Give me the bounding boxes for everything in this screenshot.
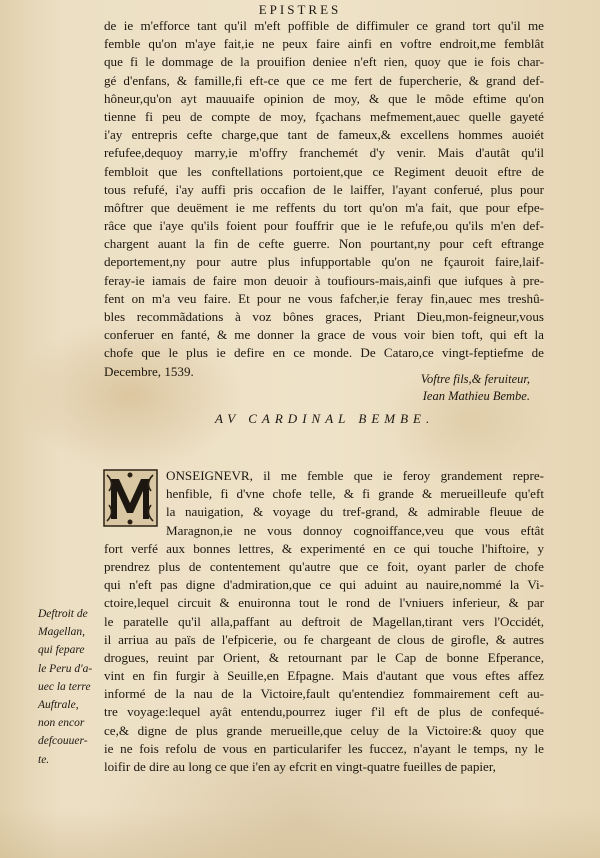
text-line: il arriua au païs de l'efpicerie, ou fe chargeant de clous de girofle, & autres	[104, 631, 544, 647]
text-line: conferuer en fanté, & me donner la grace de vous voir bien toft, qui eft la	[104, 327, 544, 343]
text-line: gé d'enfans, & famille,fi eft-ce que ce me fert de fupercherie, & grand def-	[104, 72, 544, 88]
text-line: qui n'eft pas digne d'admiration,que ce qui aduint au nauire,nommé la Vi-	[104, 577, 544, 593]
text-line: drogues, reuint par Orient, & retournant par le Cap de bonne Efperance,	[104, 649, 544, 665]
text-line: i'ay entrepris cefte charge,que tant de fameux,& excellens hommes auoiét	[104, 127, 544, 143]
page-shadow	[0, 808, 600, 858]
text-line: femble qu'on m'aye fait,ie ne peux faire ainfi en voftre endroit,me femblât	[104, 36, 544, 52]
margin-note-line: defcouuer-	[38, 735, 88, 748]
text-line: hôneur,qu'on ayt mauuaife opinion de moy, & que le môde eftime qu'on	[104, 90, 544, 106]
text-line: fent on m'a veu faire. Et pour ne vous fafcher,ie feray fin,auec mes treshû-	[104, 290, 544, 306]
margin-note-line: qui fepare	[38, 644, 85, 657]
text-line: râce que i'aye qu'ils foient pour fouffrir que ie le refufe,ou qu'ils m'en def-	[104, 218, 544, 234]
text-line: ctoire,lequel circuit & enuironna tout le rond de l'vniuers inferieur, & par	[104, 595, 544, 611]
margin-note-line: Magellan,	[38, 626, 85, 639]
letter-paragraph	[104, 467, 544, 776]
top-paragraph	[104, 17, 544, 381]
text-line: fembloit que les conftellations portoient,que ce Regiment deuoit eftre de	[104, 163, 544, 179]
text-line: de ie m'efforce tant qu'il m'eft poffible de diffimuler ce grand tort qu'il me	[104, 18, 544, 33]
text-line: henfible, fi d'vne chofe telle, & fi grande & merueilleufe qu'eft	[166, 486, 544, 502]
text-line: le paratelle qu'il alla,paffant au deftroit de Magellan,tirant vers l'Occidét,	[104, 613, 544, 629]
text-line: ce,& digne de plus grande merueille,que celuy de la Victoire:& quoy que	[104, 722, 544, 738]
margin-note-line: uec la terre	[38, 680, 91, 693]
text-line: môftrer que deuëment ie me reffents du tort qu'on m'a fait, que pour efpe-	[104, 199, 544, 215]
margin-note-line: Deftroit de	[38, 608, 88, 620]
text-line: refufee,dequoy marry,ie m'offry franchemét d'y venir. Mais d'autât qu'il	[104, 145, 544, 161]
text-line: la nauigation, & voyage du tref-grand, & admirable fleuue de	[166, 504, 544, 520]
margin-note-line: non encor	[38, 717, 85, 730]
text-line: feray-ie iamais de faire mon deuoir à toufiours-mais,ainfi que iufques à pre-	[104, 272, 544, 288]
margin-note-line: Auftrale,	[38, 698, 79, 711]
text-line: vint en fin furgir à Seuille,en Efpagne. Mais d'autant que vous eftes affez	[104, 668, 544, 684]
text-line: ie ne fois refolu de vous en particularifer les fuccez, n'ayant le temps, ny le	[104, 740, 544, 756]
text-line: que fi le dommage de la prouifion deniee n'eft rien, quoy que ie fois char-	[104, 54, 544, 70]
margin-note-line: te.	[38, 753, 50, 766]
text-line: bles recommãdations à voz bônes graces, Priant Dieu,mon-feigneur,vous	[104, 309, 544, 324]
text-line: informé de la nau de la Victoire,fault qu'entendiez fommairement ceft au-	[104, 686, 544, 702]
margin-note-line: le Peru d'a-	[38, 662, 93, 675]
signature-name: Iean Mathieu Bembe.	[422, 389, 530, 403]
text-line: deportement,ny pour autre plus infupportable qu'on ne fçauroit faire,laif-	[104, 254, 544, 270]
text-line: tre voyage:lequel ayât entendu,pourrez iuger f'il eft de plus de confequé-	[104, 704, 544, 720]
running-head: EPISTRES	[258, 2, 342, 17]
text-line: tienne fi peu de compte de moy, fçachans mefmement,auec quelle gayeté	[104, 108, 544, 124]
text-line: Maragnon,ie ne vous donnoy cognoiffance,veu que vous eftât	[166, 522, 544, 538]
text-line: tous refufé, i'ay auffi pris occafion de le laiffer, l'ayant conferué, plus pour	[104, 181, 544, 197]
text-line: prendrez plus de contentement qu'autre que ce foit, oyant parler de chofe	[104, 558, 544, 574]
text-line: chofe que le plus ie defire en ce monde. De Cataro,ce vingt-feptiefme de	[104, 345, 544, 361]
signature-closing: Voftre fils,& feruiteur,	[420, 372, 530, 386]
text-line: fort verfé aux bonnes lettres, & experimenté en ce qui touche l'hiftoire, y	[104, 540, 544, 556]
text-line: chargent auant la fin de cefte guerre. Non pourtant,ny pour ceft eftrange	[104, 236, 544, 252]
text-line: loifir de dire au long ce que i'en ay efcrit en vingt-quatre fueilles de papier,	[104, 759, 496, 774]
text-line: ONSEIGNEVR, il me femble que ie feroy grandement repre-	[166, 468, 544, 483]
text-line: Decembre, 1539.	[104, 363, 194, 379]
margin-notes	[38, 605, 103, 769]
section-heading: AV CARDINAL BEMBE.	[215, 411, 435, 426]
